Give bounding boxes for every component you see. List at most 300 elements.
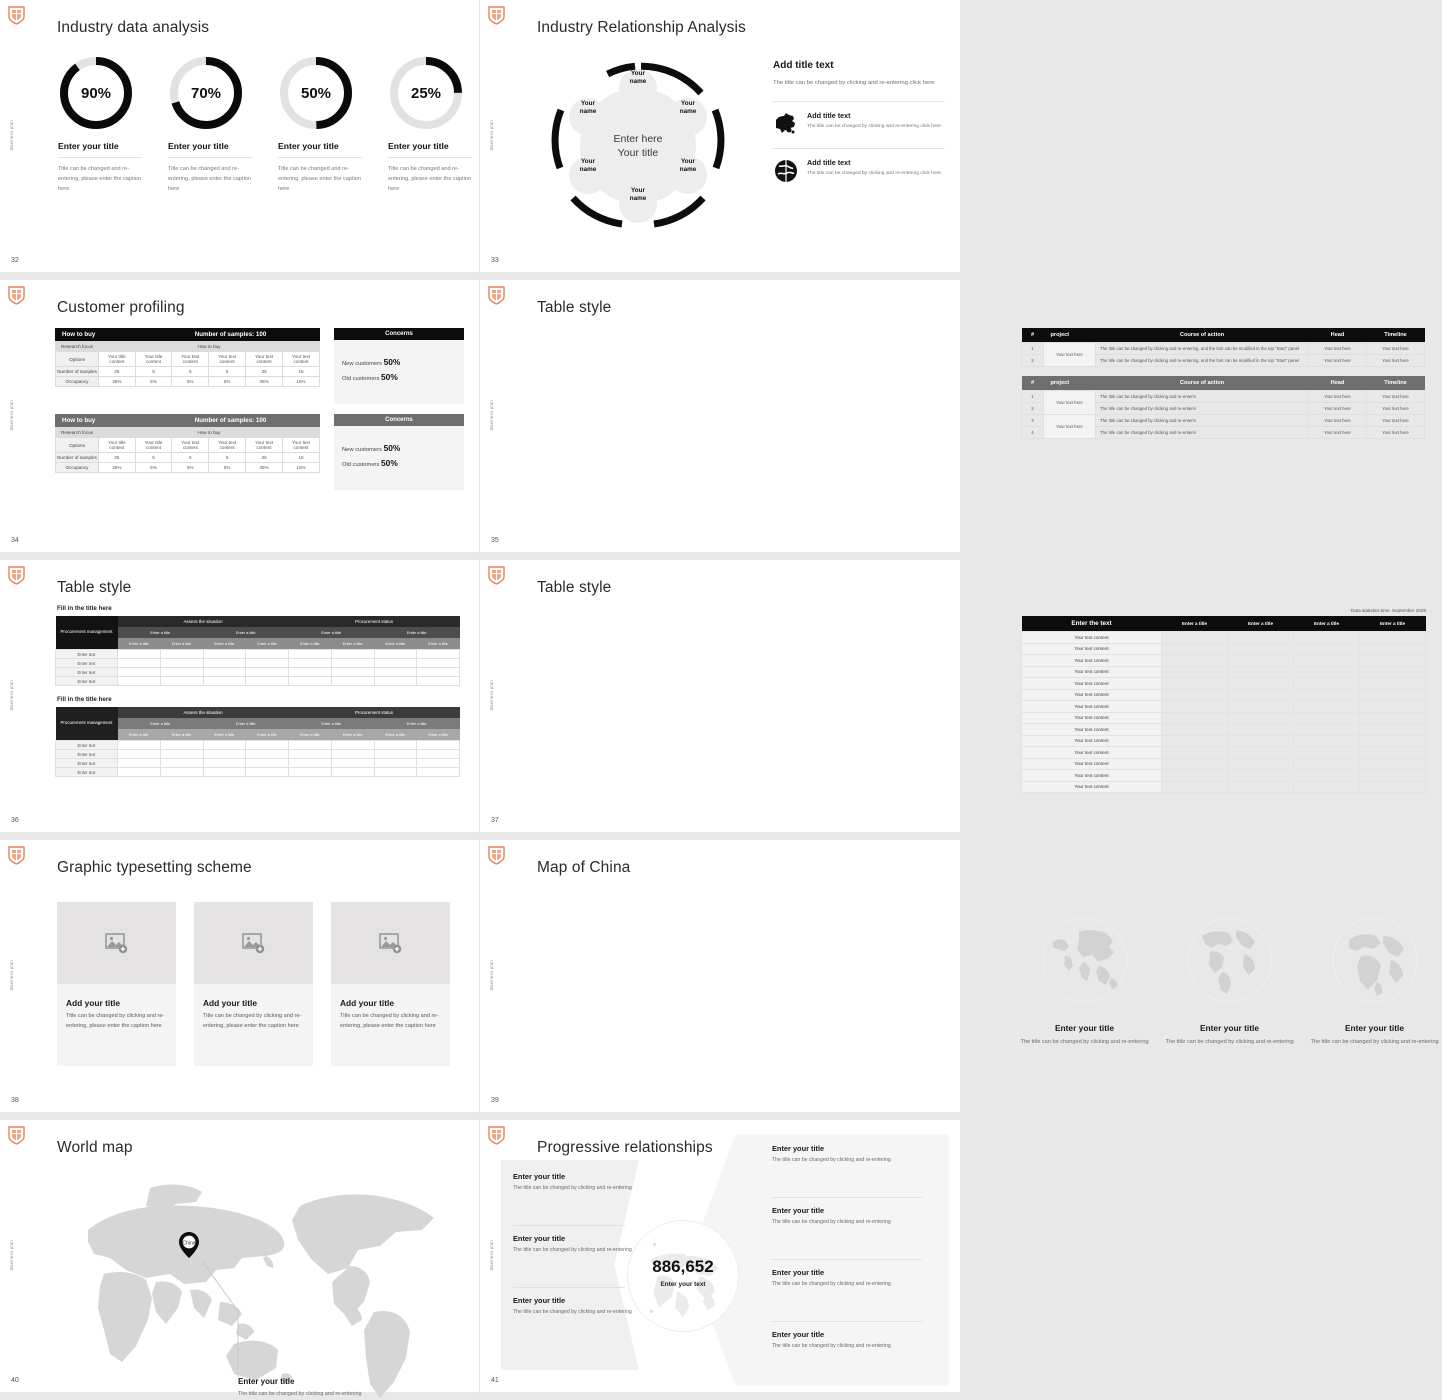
cell[interactable]: [417, 677, 460, 686]
sidebar-label: Business plan: [489, 120, 494, 150]
right-block[interactable]: [772, 1206, 912, 1227]
cell[interactable]: [1162, 655, 1228, 667]
cell[interactable]: [1228, 678, 1294, 690]
cell[interactable]: [246, 768, 289, 777]
cell: Your text content: [283, 438, 320, 453]
cell: 5%: [172, 377, 209, 387]
cell: 35: [99, 453, 136, 463]
cell: Your title content: [99, 352, 136, 367]
cell[interactable]: [1294, 712, 1360, 724]
cell: 15%: [283, 377, 320, 387]
cell-action: The title can be changed by clicking and re-enterin: [1096, 403, 1309, 415]
cell[interactable]: [1360, 701, 1426, 713]
cell[interactable]: [289, 677, 332, 686]
corner-header: Procurement management: [56, 616, 118, 650]
cell[interactable]: [1162, 735, 1228, 747]
cell[interactable]: [118, 759, 161, 768]
right-block[interactable]: [772, 1330, 912, 1351]
header-left: How to buy: [62, 331, 96, 338]
procurement-table-a[interactable]: [55, 616, 460, 686]
block-body: The title can be changed by clicking and re-entering: [513, 1309, 632, 1315]
concerns-card[interactable]: [334, 414, 464, 490]
cell[interactable]: [1162, 643, 1228, 655]
cell[interactable]: [289, 768, 332, 777]
leaf-header: Enter a title: [160, 638, 203, 650]
cell: 35: [99, 367, 136, 377]
sidebar-label: Business plan: [9, 680, 14, 710]
cell[interactable]: [246, 759, 289, 768]
cell[interactable]: [1294, 666, 1360, 678]
add-image-icon: [379, 932, 403, 954]
cell-action: The title can be changed by clicking and re-enterin: [1096, 391, 1309, 403]
cell[interactable]: [246, 677, 289, 686]
donut-item[interactable]: [50, 55, 160, 194]
cell[interactable]: [289, 668, 332, 677]
donut-title: Enter your title: [278, 141, 339, 151]
how-to-buy-table[interactable]: [55, 328, 320, 404]
col-header: Timeline: [1367, 376, 1425, 391]
cell: 5%: [209, 377, 246, 387]
cell[interactable]: [1162, 632, 1228, 644]
cell[interactable]: [1360, 678, 1426, 690]
cell[interactable]: [118, 677, 161, 686]
map-pin-icon[interactable]: [178, 1231, 200, 1259]
cell[interactable]: [1294, 770, 1360, 782]
cell: 5: [135, 453, 172, 463]
cell[interactable]: [160, 759, 203, 768]
cell[interactable]: [289, 650, 332, 659]
table-row: [56, 759, 460, 768]
slide-41[interactable]: [480, 1120, 960, 1400]
subgroup-header: Enter a title: [118, 718, 204, 729]
cell[interactable]: [1162, 758, 1228, 770]
sidebar-label: Business plan: [489, 1240, 494, 1270]
cell[interactable]: [1162, 712, 1228, 724]
panel-item[interactable]: [773, 158, 945, 184]
cell[interactable]: [1294, 689, 1360, 701]
cell[interactable]: [1228, 770, 1294, 782]
cell[interactable]: [1360, 632, 1426, 644]
cell[interactable]: [331, 650, 374, 659]
slide-number: 32: [11, 257, 19, 264]
cell[interactable]: [1228, 724, 1294, 736]
cell[interactable]: [289, 741, 332, 750]
globe-icon: [773, 158, 799, 184]
subgroup-header: Enter a title: [289, 627, 375, 638]
cell[interactable]: [246, 750, 289, 759]
cell[interactable]: [1294, 632, 1360, 644]
divider: [772, 1259, 922, 1260]
table-header-row: [1022, 616, 1426, 632]
cell[interactable]: [160, 659, 203, 668]
block-body: The title can be changed by clicking and re-entering: [772, 1157, 891, 1163]
block-body: The title can be changed by clicking and re-entering: [513, 1185, 632, 1191]
table-row: [1022, 758, 1426, 770]
cell[interactable]: [1360, 655, 1426, 667]
cell[interactable]: [203, 650, 246, 659]
cell[interactable]: [1294, 655, 1360, 667]
globe-heading: Enter your title: [1054, 1023, 1115, 1033]
caption-body: The title can be changed by clicking and re-entering: [238, 1391, 362, 1397]
cell[interactable]: [203, 741, 246, 750]
cell[interactable]: [1162, 770, 1228, 782]
cell[interactable]: [1360, 666, 1426, 678]
cell[interactable]: [1294, 758, 1360, 770]
cell: Your title content: [99, 438, 136, 453]
cell[interactable]: [1360, 724, 1426, 736]
row-label: Number of samples: [56, 367, 99, 377]
stat-table-wrap: [1021, 608, 1426, 793]
row-label: Enter text: [56, 659, 118, 668]
slide-33[interactable]: [480, 0, 960, 280]
globe-asia-icon: [1035, 910, 1135, 1010]
cell[interactable]: [417, 650, 460, 659]
cell[interactable]: [1228, 701, 1294, 713]
donut-item[interactable]: [160, 55, 270, 194]
image-card[interactable]: [57, 902, 176, 1066]
cell[interactable]: [374, 677, 417, 686]
left-block[interactable]: [513, 1296, 633, 1317]
cell[interactable]: [374, 750, 417, 759]
cell[interactable]: [374, 768, 417, 777]
slide-34[interactable]: [0, 280, 480, 560]
slide-number: 36: [11, 817, 19, 824]
globe-row: [1017, 910, 1442, 1048]
cell[interactable]: [1360, 712, 1426, 724]
cell[interactable]: [374, 668, 417, 677]
cell[interactable]: [1228, 643, 1294, 655]
cell[interactable]: [417, 768, 460, 777]
row-label: Enter text: [56, 650, 118, 659]
cell[interactable]: [203, 659, 246, 668]
donut-item[interactable]: [270, 55, 380, 194]
concern-line: [342, 372, 464, 382]
cell[interactable]: [118, 650, 161, 659]
shield-logo-icon: [8, 6, 25, 25]
cell[interactable]: [160, 768, 203, 777]
table-header-row: [56, 616, 460, 627]
item-body: The title can be changed by clicking and re-entering click here: [807, 170, 942, 176]
image-card[interactable]: [331, 902, 450, 1066]
cell-index: 1: [1022, 391, 1044, 403]
table-row: [1022, 632, 1426, 644]
cell[interactable]: [417, 659, 460, 668]
cycle-center-text: [583, 131, 693, 159]
col-header: project: [1044, 328, 1096, 343]
cell[interactable]: [1360, 781, 1426, 793]
cell-head: Your text here: [1309, 415, 1367, 427]
cell[interactable]: [160, 750, 203, 759]
left-block[interactable]: [513, 1172, 633, 1193]
slide-38[interactable]: [0, 840, 480, 1120]
cell[interactable]: [203, 668, 246, 677]
cell[interactable]: [118, 668, 161, 677]
col-header: Head: [1309, 376, 1367, 391]
cell[interactable]: [1294, 781, 1360, 793]
big-number: 886,652: [652, 1257, 714, 1276]
cell[interactable]: [246, 650, 289, 659]
cell[interactable]: [1228, 758, 1294, 770]
stat-table[interactable]: [1021, 616, 1426, 793]
cell[interactable]: [289, 759, 332, 768]
panel-heading: Add title text: [773, 60, 834, 71]
cell[interactable]: [203, 768, 246, 777]
concern-line: [342, 357, 464, 367]
globe-item[interactable]: [1017, 910, 1152, 1048]
block-heading: Enter your title: [513, 1234, 566, 1243]
table-row: [56, 650, 460, 659]
cell[interactable]: [1162, 724, 1228, 736]
globe-item[interactable]: [1162, 910, 1297, 1048]
image-placeholder[interactable]: [194, 902, 313, 984]
map-caption: [238, 1377, 418, 1400]
shield-logo-icon: [8, 286, 25, 305]
row-label: Your text content: [1022, 643, 1162, 655]
image-placeholder[interactable]: [331, 902, 450, 984]
row-label: Your text content: [1022, 724, 1162, 736]
page-title: Progressive relationships: [537, 1139, 713, 1156]
page-title: Table style: [537, 579, 612, 596]
image-placeholder[interactable]: [57, 902, 176, 984]
cell[interactable]: [331, 768, 374, 777]
divider: [168, 157, 252, 158]
cell[interactable]: [1162, 666, 1228, 678]
donut-title: Enter your title: [168, 141, 229, 151]
cell[interactable]: [1360, 735, 1426, 747]
cell[interactable]: [331, 750, 374, 759]
globe-item[interactable]: [1307, 910, 1442, 1048]
cell[interactable]: [203, 759, 246, 768]
cell[interactable]: [1360, 689, 1426, 701]
table-row: [1022, 415, 1425, 427]
left-block[interactable]: [513, 1234, 633, 1255]
how-to-buy-table[interactable]: [55, 414, 320, 490]
table-row: [1022, 689, 1426, 701]
leaf-header: Enter a title: [374, 638, 417, 650]
shield-logo-icon: [8, 566, 25, 585]
table-row: [56, 659, 460, 668]
donut-item[interactable]: [380, 55, 490, 194]
image-card[interactable]: [194, 902, 313, 1066]
leaf-header: Enter a title: [289, 638, 332, 650]
cell[interactable]: [1228, 655, 1294, 667]
cell: 5%: [172, 463, 209, 473]
cell-timeline: Your text here: [1367, 355, 1425, 367]
cell[interactable]: [1228, 689, 1294, 701]
cell[interactable]: [246, 741, 289, 750]
cell: Your text content: [283, 352, 320, 367]
subgroup-header: Enter a title: [118, 627, 204, 638]
globe-heading: Enter your title: [1344, 1023, 1405, 1033]
cell[interactable]: [331, 659, 374, 668]
cell[interactable]: [289, 659, 332, 668]
row-label: Your text content: [1022, 678, 1162, 690]
row-label: Your text content: [1022, 747, 1162, 759]
shield-logo-icon: [488, 286, 505, 305]
col-header: project: [1044, 376, 1096, 391]
page-title: Table style: [537, 299, 612, 316]
cell[interactable]: [1360, 770, 1426, 782]
cell[interactable]: [331, 741, 374, 750]
cell[interactable]: [118, 768, 161, 777]
concerns-card[interactable]: [334, 328, 464, 404]
cell[interactable]: [1294, 678, 1360, 690]
leaf-header: Enter a title: [118, 638, 161, 650]
cell[interactable]: [1162, 678, 1228, 690]
slide-number: 34: [11, 537, 19, 544]
cell[interactable]: [331, 668, 374, 677]
cell: 5: [135, 367, 172, 377]
group-header: Procurement status: [289, 707, 460, 718]
cell-timeline: Your text here: [1367, 427, 1425, 439]
cell[interactable]: [1360, 747, 1426, 759]
node-label: Your name: [579, 158, 597, 173]
node-label: Your name: [629, 187, 647, 202]
cell[interactable]: [417, 668, 460, 677]
cell[interactable]: [374, 659, 417, 668]
table-a[interactable]: [1021, 328, 1425, 367]
donut-chart-70: [168, 55, 244, 131]
page-title: Table style: [57, 579, 132, 596]
slide-39[interactable]: [480, 840, 1439, 1120]
cell-action: The title can be changed by clicking and re-entering, and the font can be modified in the top "Start" panel: [1096, 355, 1309, 367]
right-block[interactable]: [772, 1144, 912, 1165]
row-label: Your text content: [1022, 781, 1162, 793]
cell[interactable]: [1228, 712, 1294, 724]
col-header: Head: [1309, 328, 1367, 343]
slide-number: 39: [491, 1097, 499, 1104]
cell[interactable]: [1294, 701, 1360, 713]
procurement-table-b[interactable]: [55, 707, 460, 777]
cell[interactable]: [246, 668, 289, 677]
block-body: The title can be changed by clicking and re-entering: [772, 1219, 891, 1225]
cell-index: 2: [1022, 403, 1044, 415]
header-right: Number of samples: 100: [194, 417, 267, 424]
cell[interactable]: [1162, 689, 1228, 701]
panel-item[interactable]: [773, 111, 945, 137]
slide-36[interactable]: [0, 560, 480, 840]
cell[interactable]: [374, 741, 417, 750]
cell[interactable]: [118, 741, 161, 750]
cell[interactable]: [1228, 781, 1294, 793]
table-header-row: [56, 707, 460, 718]
cell[interactable]: [1228, 632, 1294, 644]
cell[interactable]: [331, 759, 374, 768]
cell[interactable]: [1360, 643, 1426, 655]
group-header: Procurement status: [289, 616, 460, 627]
cell-timeline: Your text here: [1367, 391, 1425, 403]
table-b[interactable]: [1021, 376, 1425, 439]
cell[interactable]: [203, 677, 246, 686]
card-body: [194, 984, 313, 1066]
cell[interactable]: [1162, 781, 1228, 793]
row-label: Options: [56, 438, 99, 453]
cell[interactable]: [331, 677, 374, 686]
data-statistics-time: Data statistics time: September 2029: [1350, 608, 1426, 613]
cell: 15%: [283, 463, 320, 473]
cell[interactable]: [289, 750, 332, 759]
cell[interactable]: [203, 750, 246, 759]
howtobuy-label: How to buy: [99, 342, 320, 352]
globe-body: The title can be changed by clicking and re-entering: [1310, 1039, 1439, 1045]
cell[interactable]: [1294, 643, 1360, 655]
table-row: [1022, 781, 1426, 793]
cell[interactable]: [1162, 747, 1228, 759]
center-line-1: Enter here: [613, 132, 663, 145]
center-line-2: Your title: [617, 146, 659, 159]
block-heading: Enter your title: [513, 1172, 566, 1181]
cell[interactable]: [374, 759, 417, 768]
cell[interactable]: [1294, 735, 1360, 747]
cell[interactable]: [246, 659, 289, 668]
cell[interactable]: [1228, 747, 1294, 759]
slide-32[interactable]: [0, 0, 480, 280]
corner-header: Procurement management: [56, 707, 118, 741]
howtobuy-label: How to buy: [99, 428, 320, 438]
cell[interactable]: [417, 759, 460, 768]
leaf-header: Enter a title: [246, 638, 289, 650]
globe-africa-icon: [1325, 910, 1425, 1010]
sidebar-label: Business plan: [9, 400, 14, 430]
table-row: [56, 668, 460, 677]
cell[interactable]: [1360, 758, 1426, 770]
globe-body: The title can be changed by clicking and re-entering: [1165, 1039, 1294, 1045]
cell[interactable]: [1294, 724, 1360, 736]
cell[interactable]: [160, 668, 203, 677]
cell[interactable]: [1294, 747, 1360, 759]
cell[interactable]: [160, 677, 203, 686]
cell[interactable]: [1228, 666, 1294, 678]
table-row: [56, 750, 460, 759]
card-heading: Add your title: [203, 998, 257, 1008]
row-label: Enter text: [56, 768, 118, 777]
col-header: Enter the text: [1022, 616, 1162, 632]
cell: 15: [283, 367, 320, 377]
cell[interactable]: [1162, 701, 1228, 713]
cell[interactable]: [160, 650, 203, 659]
page-title: Industry Relationship Analysis: [537, 19, 746, 36]
concern-value: 50%: [383, 357, 401, 367]
slide-37[interactable]: [480, 560, 1426, 840]
cell[interactable]: [1228, 735, 1294, 747]
cell[interactable]: [417, 741, 460, 750]
shield-logo-icon: [488, 566, 505, 585]
table-caption: Fill in the title here: [57, 696, 112, 703]
cell[interactable]: [374, 650, 417, 659]
slide-35[interactable]: [480, 280, 1409, 560]
cell[interactable]: [118, 750, 161, 759]
row-label: Your text content: [1022, 689, 1162, 701]
divider: [58, 157, 142, 158]
cell[interactable]: [417, 750, 460, 759]
table-row: [1022, 701, 1426, 713]
leaf-header: Enter a title: [331, 729, 374, 741]
slide-40[interactable]: [0, 1120, 480, 1400]
table-row: [1022, 655, 1426, 667]
cell[interactable]: [118, 659, 161, 668]
right-block[interactable]: [772, 1268, 912, 1289]
cell: 15: [283, 453, 320, 463]
cell: Your text content: [209, 438, 246, 453]
col-header: Course of action: [1096, 376, 1309, 391]
row-label: Enter text: [56, 750, 118, 759]
cell[interactable]: [160, 741, 203, 750]
header-left: How to buy: [62, 417, 96, 424]
cell-index: 1: [1022, 343, 1044, 355]
sidebar-label: Business plan: [9, 1240, 14, 1270]
col-header: #: [1022, 328, 1044, 343]
concerns-body: [334, 340, 464, 404]
